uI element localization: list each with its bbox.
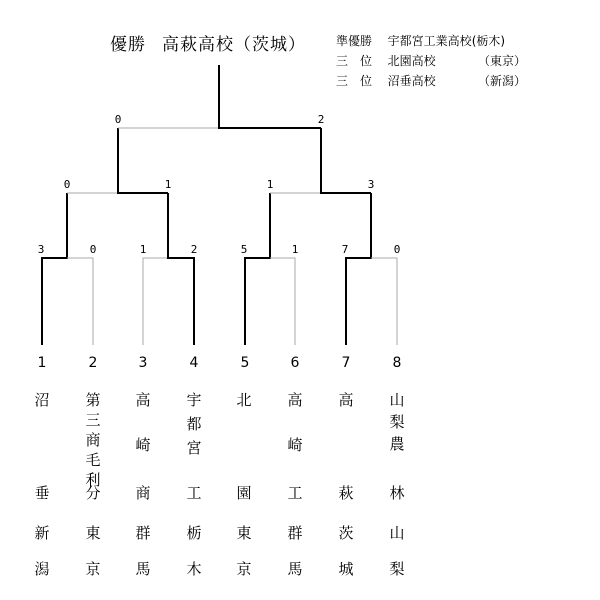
result-pref: (栃木) (471, 34, 506, 48)
score-r1-8: 0 (393, 243, 401, 256)
team-name-top: 高 (338, 391, 354, 409)
seed-number: 7 (341, 355, 351, 371)
team-name-bottom: 林 (389, 484, 405, 502)
runner-up-row (336, 32, 505, 49)
team-name-mid: 崎 (135, 436, 151, 454)
seed-number: 4 (189, 355, 199, 371)
team-name-top: 沼 (34, 391, 50, 409)
score-r1-5: 5 (240, 243, 248, 256)
team-prefecture: 群 馬 (135, 524, 151, 578)
team-name-top: 山 梨 農 (389, 391, 405, 453)
score-r1-6: 1 (291, 243, 299, 256)
team-name-bottom: 商 (135, 484, 151, 502)
team-name-mid: 崎 (287, 436, 303, 454)
final-match (118, 65, 321, 128)
seed-number: 6 (290, 355, 300, 371)
match-3-4 (143, 193, 194, 345)
team-name-top: 高 (135, 391, 151, 409)
match-5-6 (245, 193, 295, 345)
score-final-right: 2 (317, 113, 325, 126)
score-r1-2: 0 (89, 243, 97, 256)
team-prefecture: 茨 城 (338, 524, 354, 578)
score-r1-3: 1 (139, 243, 147, 256)
place-label: 三 位 (336, 54, 373, 68)
winner-school: 高萩高校（茨城） (162, 35, 306, 55)
team-name-bottom: 園 (236, 484, 252, 502)
seed-number: 2 (88, 355, 98, 371)
seed-number: 8 (392, 355, 402, 371)
result-school: 宇都宮工業高校 (387, 34, 472, 48)
result-school: 沼垂高校 (387, 74, 436, 88)
seed-number: 1 (37, 355, 47, 371)
team-prefecture: 栃 木 (186, 524, 202, 578)
place-label: 準優勝 (336, 34, 373, 48)
champion-heading (110, 30, 306, 55)
score-r1-4: 2 (190, 243, 198, 256)
team-name-bottom: 工 (186, 484, 202, 502)
team-name-bottom: 萩 (338, 484, 354, 502)
team-name-top: 宇 都 宮 (186, 391, 202, 457)
third-place-pref-1: （東京） (478, 54, 527, 68)
seed-number: 5 (240, 355, 250, 371)
winner-label: 優勝 (110, 35, 146, 55)
third-place-row-2 (336, 72, 436, 89)
team-name-bottom: 分 (85, 484, 101, 502)
score-r2-4: 3 (367, 178, 375, 191)
score-r1-1: 3 (37, 243, 45, 256)
match-7-8 (346, 193, 397, 345)
score-final-left: 0 (114, 113, 122, 126)
score-r2-3: 1 (266, 178, 274, 191)
team-prefecture: 東 京 (236, 524, 252, 578)
semifinal-right (270, 128, 371, 193)
semifinal-left (67, 128, 168, 193)
team-name-bottom: 垂 (34, 484, 50, 502)
seed-number: 3 (138, 355, 148, 371)
team-name-top: 高 (287, 391, 303, 409)
team-prefecture: 新 潟 (34, 524, 50, 578)
match-1-2 (42, 193, 93, 345)
score-r1-7: 7 (341, 243, 349, 256)
place-label: 三 位 (336, 74, 373, 88)
team-name-top: 第 三 商 毛 利 (85, 391, 101, 489)
team-prefecture: 東 京 (85, 524, 101, 578)
third-place-pref-2: （新潟） (478, 74, 527, 88)
team-name-bottom: 工 (287, 484, 303, 502)
score-r2-1: 0 (63, 178, 71, 191)
team-prefecture: 群 馬 (287, 524, 303, 578)
result-school: 北園高校 (387, 54, 436, 68)
team-name-top: 北 (236, 391, 252, 409)
third-place-row-1 (336, 52, 436, 69)
team-prefecture: 山 梨 (389, 524, 405, 578)
score-r2-2: 1 (164, 178, 172, 191)
